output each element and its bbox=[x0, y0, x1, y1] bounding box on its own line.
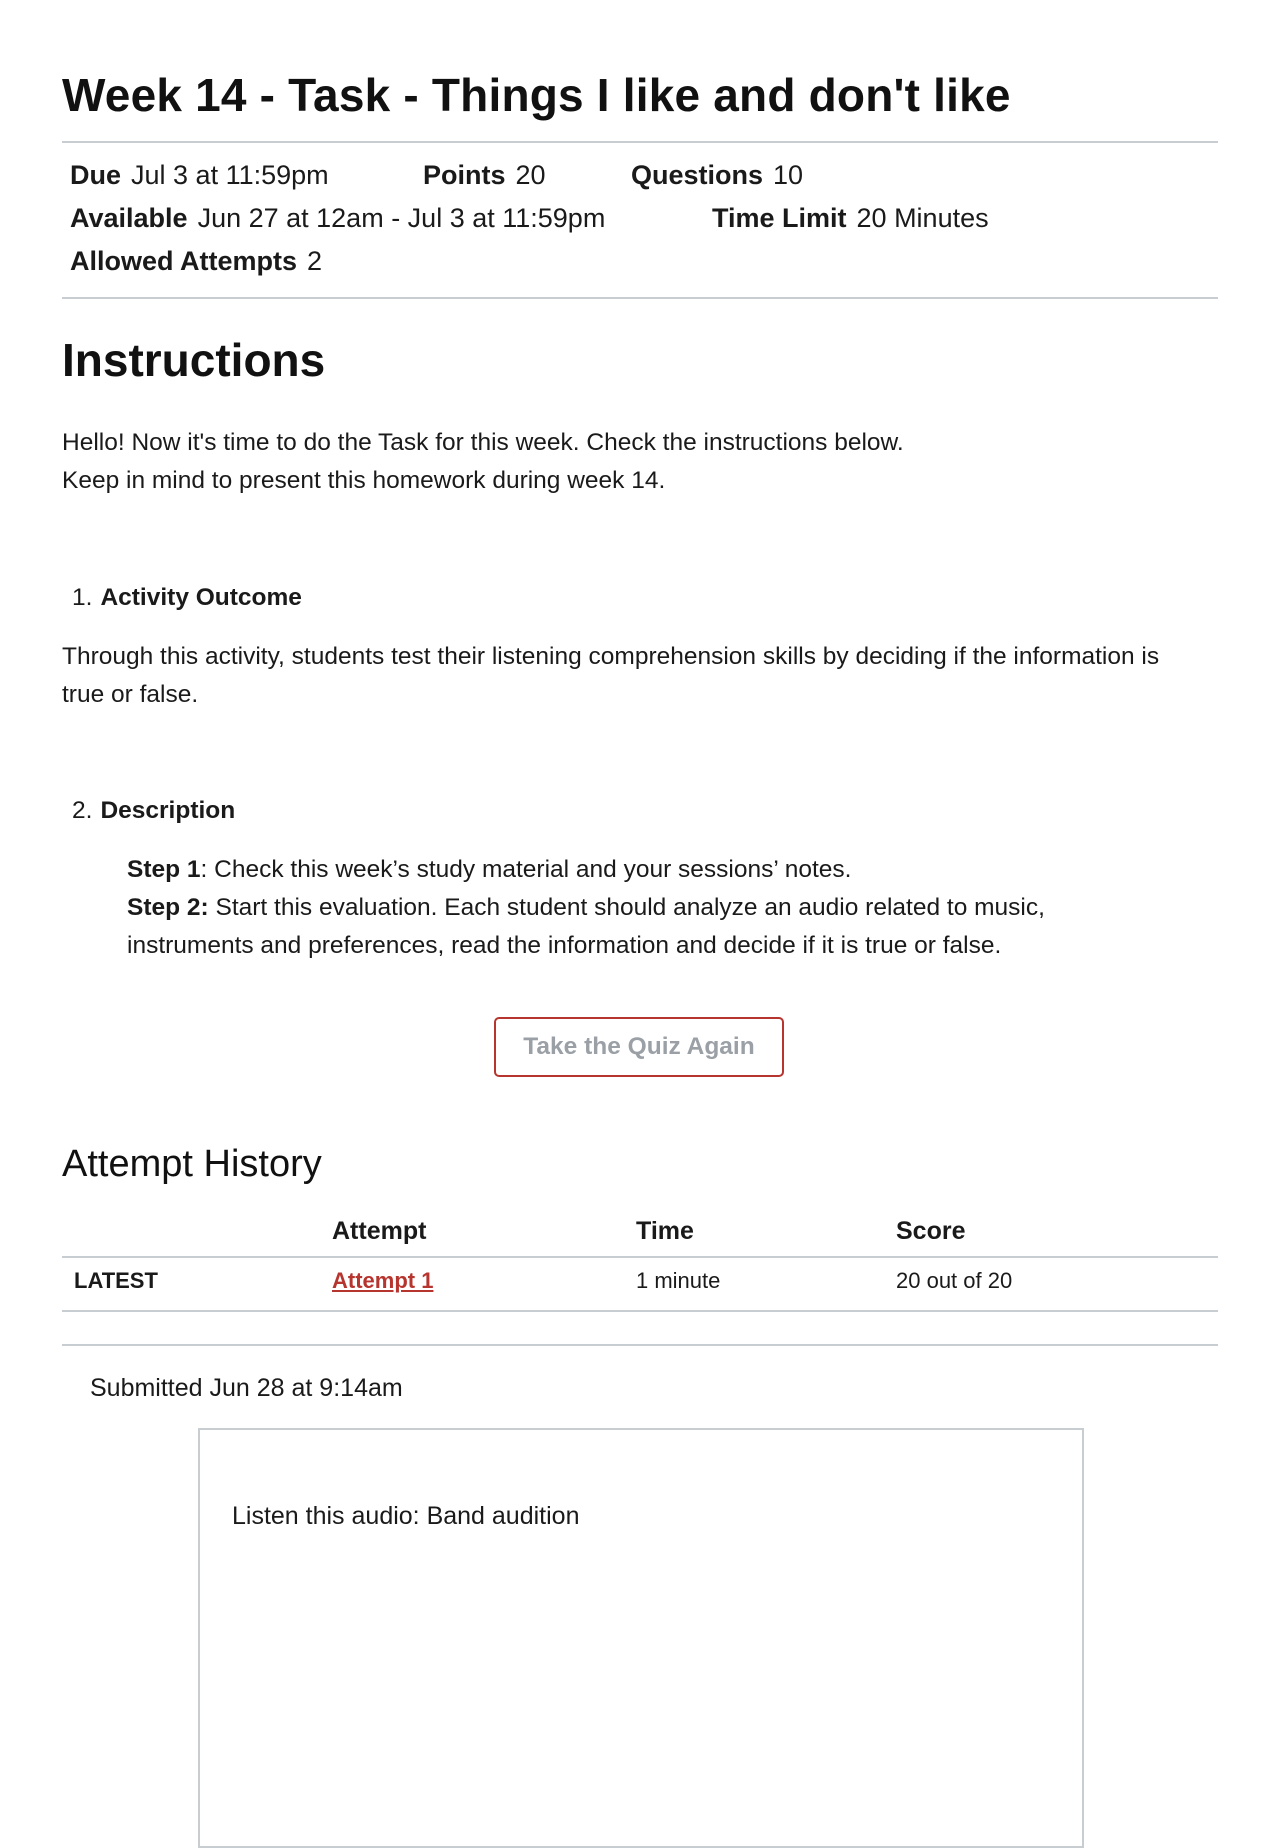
question-box bbox=[198, 1428, 1084, 1848]
submitted-timestamp: Submitted Jun 28 at 9:14am bbox=[90, 1374, 403, 1402]
due-label: Due bbox=[70, 160, 122, 190]
list-number: 2. bbox=[72, 797, 93, 824]
column-header-time: Time bbox=[636, 1217, 694, 1245]
page-title: Week 14 - Task - Things I like and don't like bbox=[62, 69, 1011, 121]
available-value: Jun 27 at 12am - Jul 3 at 11:59pm bbox=[197, 203, 606, 233]
activity-outcome-label: Activity Outcome bbox=[100, 584, 302, 611]
available-detail bbox=[70, 203, 605, 234]
questions-value: 10 bbox=[773, 160, 804, 190]
due-detail bbox=[70, 160, 329, 191]
allowed-attempts-value: 2 bbox=[307, 246, 323, 276]
activity-outcome-line-1: Through this activity, students test their listening comprehension skills by deciding if the information is bbox=[62, 643, 1160, 670]
step-1 bbox=[127, 851, 1045, 889]
intro-line-2: Keep in mind to present this homework during week 14. bbox=[62, 467, 666, 494]
step-2 bbox=[127, 889, 1045, 927]
questions-detail bbox=[631, 160, 803, 191]
activity-outcome-text bbox=[62, 638, 1159, 714]
allowed-attempts-detail bbox=[70, 246, 322, 277]
details-divider bbox=[62, 297, 1218, 299]
latest-badge: LATEST bbox=[74, 1268, 158, 1293]
intro-line-1: Hello! Now it's time to do the Task for this week. Check the instructions below. bbox=[62, 429, 904, 456]
title-divider bbox=[62, 141, 1218, 143]
step-2-label: Step 2: bbox=[127, 894, 209, 921]
table-row-divider bbox=[62, 1310, 1218, 1312]
questions-label: Questions bbox=[631, 160, 764, 190]
activity-outcome-line-2: true or false. bbox=[62, 681, 199, 708]
take-quiz-again-button[interactable]: Take the Quiz Again bbox=[494, 1017, 784, 1077]
attempt-history-heading: Attempt History bbox=[62, 1143, 322, 1185]
step-1-text: : Check this week’s study material and your sessions’ notes. bbox=[200, 856, 852, 883]
description-label: Description bbox=[100, 797, 236, 824]
time-limit-value: 20 Minutes bbox=[856, 203, 989, 233]
available-label: Available bbox=[70, 203, 188, 233]
attempt-cell bbox=[332, 1268, 433, 1294]
points-label: Points bbox=[423, 160, 506, 190]
column-header-score: Score bbox=[896, 1217, 966, 1245]
submission-divider bbox=[62, 1344, 1218, 1346]
list-item-description bbox=[72, 797, 235, 825]
due-value: Jul 3 at 11:59pm bbox=[131, 160, 329, 190]
points-detail bbox=[423, 160, 546, 191]
time-limit-detail bbox=[712, 203, 989, 234]
table-header-divider bbox=[62, 1256, 1218, 1258]
instructions-heading: Instructions bbox=[62, 334, 326, 386]
attempt-score: 20 out of 20 bbox=[896, 1268, 1013, 1293]
attempt-time: 1 minute bbox=[636, 1268, 721, 1293]
points-value: 20 bbox=[515, 160, 546, 190]
question-text: Listen this audio: Band audition bbox=[232, 1502, 580, 1530]
intro-text bbox=[62, 424, 904, 500]
step-1-label: Step 1 bbox=[127, 856, 201, 883]
allowed-attempts-label: Allowed Attempts bbox=[70, 246, 298, 276]
step-2-continued: instruments and preferences, read the information and decide if it is true or false. bbox=[127, 932, 1002, 959]
column-header-attempt: Attempt bbox=[332, 1217, 427, 1245]
time-limit-label: Time Limit bbox=[712, 203, 847, 233]
list-number: 1. bbox=[72, 584, 93, 611]
step-2-text: Start this evaluation. Each student should analyze an audio related to music, bbox=[208, 894, 1045, 921]
list-item-activity-outcome bbox=[72, 584, 302, 612]
description-steps bbox=[127, 851, 1045, 965]
attempt-1-link[interactable]: Attempt 1 bbox=[332, 1268, 434, 1293]
